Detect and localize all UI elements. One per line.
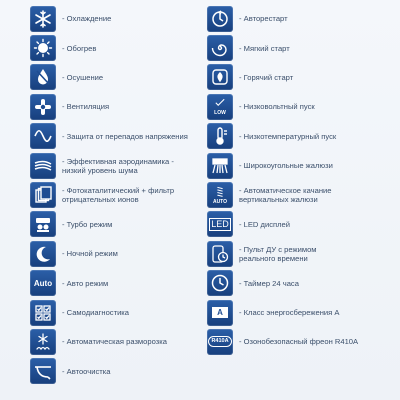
moon-icon (30, 241, 56, 267)
feature-label: - Осушение (62, 72, 104, 82)
feature-row (30, 63, 205, 92)
feature-label: - Широкоугольные жалюзи (239, 161, 333, 171)
feature-row (30, 33, 205, 62)
feature-row (207, 180, 397, 209)
auto-mode-icon-text: Auto (33, 278, 53, 288)
feature-label: - Автоматическое качание вертикальных жалюзи (239, 186, 332, 205)
feature-label: - Эффективная аэродинамика - низкий уровень шума (62, 156, 174, 175)
turbo-icon (30, 211, 56, 237)
filter-icon (30, 182, 56, 208)
defrost-icon (30, 329, 56, 355)
feature-row (207, 327, 397, 356)
low-voltage-start-icon (207, 94, 233, 120)
feature-label: - Фотокаталитический + фильтр отрицательных ионов (62, 186, 175, 205)
feature-label: - Турбо режим (62, 219, 113, 229)
feature-row (207, 92, 397, 121)
feature-label: - Защита от перепадов напряжения (62, 131, 188, 141)
energy-class-icon-text: A (212, 307, 228, 318)
feature-label: - Автоматическая разморозка (62, 337, 167, 347)
feature-row (207, 298, 397, 327)
drop-icon (30, 64, 56, 90)
airflow-icon (30, 153, 56, 179)
r410a-icon-text: R410A (208, 336, 231, 347)
feature-row (30, 151, 205, 180)
energy-class-icon (207, 300, 233, 326)
feature-label: - Класс энергосбережения А (239, 308, 340, 318)
feature-row (30, 269, 205, 298)
auto-restart-icon (207, 6, 233, 32)
feature-row (207, 33, 397, 62)
feature-row (30, 180, 205, 209)
feature-label: - Автоочистка (62, 366, 111, 376)
feature-row (30, 122, 205, 151)
auto-swing-icon (207, 182, 233, 208)
soft-start-icon (207, 35, 233, 61)
feature-label: - Самодиагностика (62, 308, 130, 318)
feature-label: - Обогрев (62, 43, 97, 53)
feature-label: - LED дисплей (239, 219, 290, 229)
self-diagnosis-icon (30, 300, 56, 326)
hot-start-icon (207, 64, 233, 90)
feature-row (30, 210, 205, 239)
r410a-icon (207, 329, 233, 355)
feature-label: - Вентиляция (62, 102, 110, 112)
feature-label: - Низковольтный пуск (239, 102, 315, 112)
feature-label: - Авторестарт (239, 14, 288, 24)
feature-row (30, 239, 205, 268)
led-display-icon (207, 211, 233, 237)
feature-row (207, 210, 397, 239)
snowflake-icon (30, 6, 56, 32)
feature-row (207, 151, 397, 180)
feature-row (207, 269, 397, 298)
feature-row (30, 357, 205, 386)
feature-label: - Горячий старт (239, 72, 294, 82)
feature-label: - Таймер 24 часа (239, 278, 299, 288)
feature-label: - Ночной режим (62, 249, 118, 259)
auto-mode-icon (30, 270, 56, 296)
auto-clean-icon (30, 358, 56, 384)
sun-icon (30, 35, 56, 61)
features-left-column (30, 4, 205, 386)
feature-row (207, 239, 397, 268)
low-voltage-icon-text: LOW (214, 109, 226, 116)
feature-row (207, 63, 397, 92)
wide-angle-louvers-icon (207, 153, 233, 179)
feature-row (207, 4, 397, 33)
low-temp-start-icon (207, 123, 233, 149)
feature-row (30, 327, 205, 356)
feature-label: - Низкотемпературный пуск (239, 131, 337, 141)
led-icon-text: LED (211, 218, 229, 229)
feature-label: - Охлаждение (62, 14, 112, 24)
feature-label: - Пульт ДУ с режимом реального времени (239, 244, 317, 263)
feature-row (30, 92, 205, 121)
features-right-column (207, 4, 397, 357)
feature-row (30, 4, 205, 33)
feature-label: - Авто режим (62, 278, 109, 288)
feature-row (30, 298, 205, 327)
fan-icon (30, 94, 56, 120)
timer-24-icon (207, 270, 233, 296)
remote-clock-icon (207, 241, 233, 267)
sine-wave-icon (30, 123, 56, 149)
feature-label: - Озонобезопасный фреон R410A (239, 337, 359, 347)
feature-row (207, 122, 397, 151)
feature-label: - Мягкий старт (239, 43, 290, 53)
auto-swing-icon-text: AUTO (212, 198, 228, 205)
